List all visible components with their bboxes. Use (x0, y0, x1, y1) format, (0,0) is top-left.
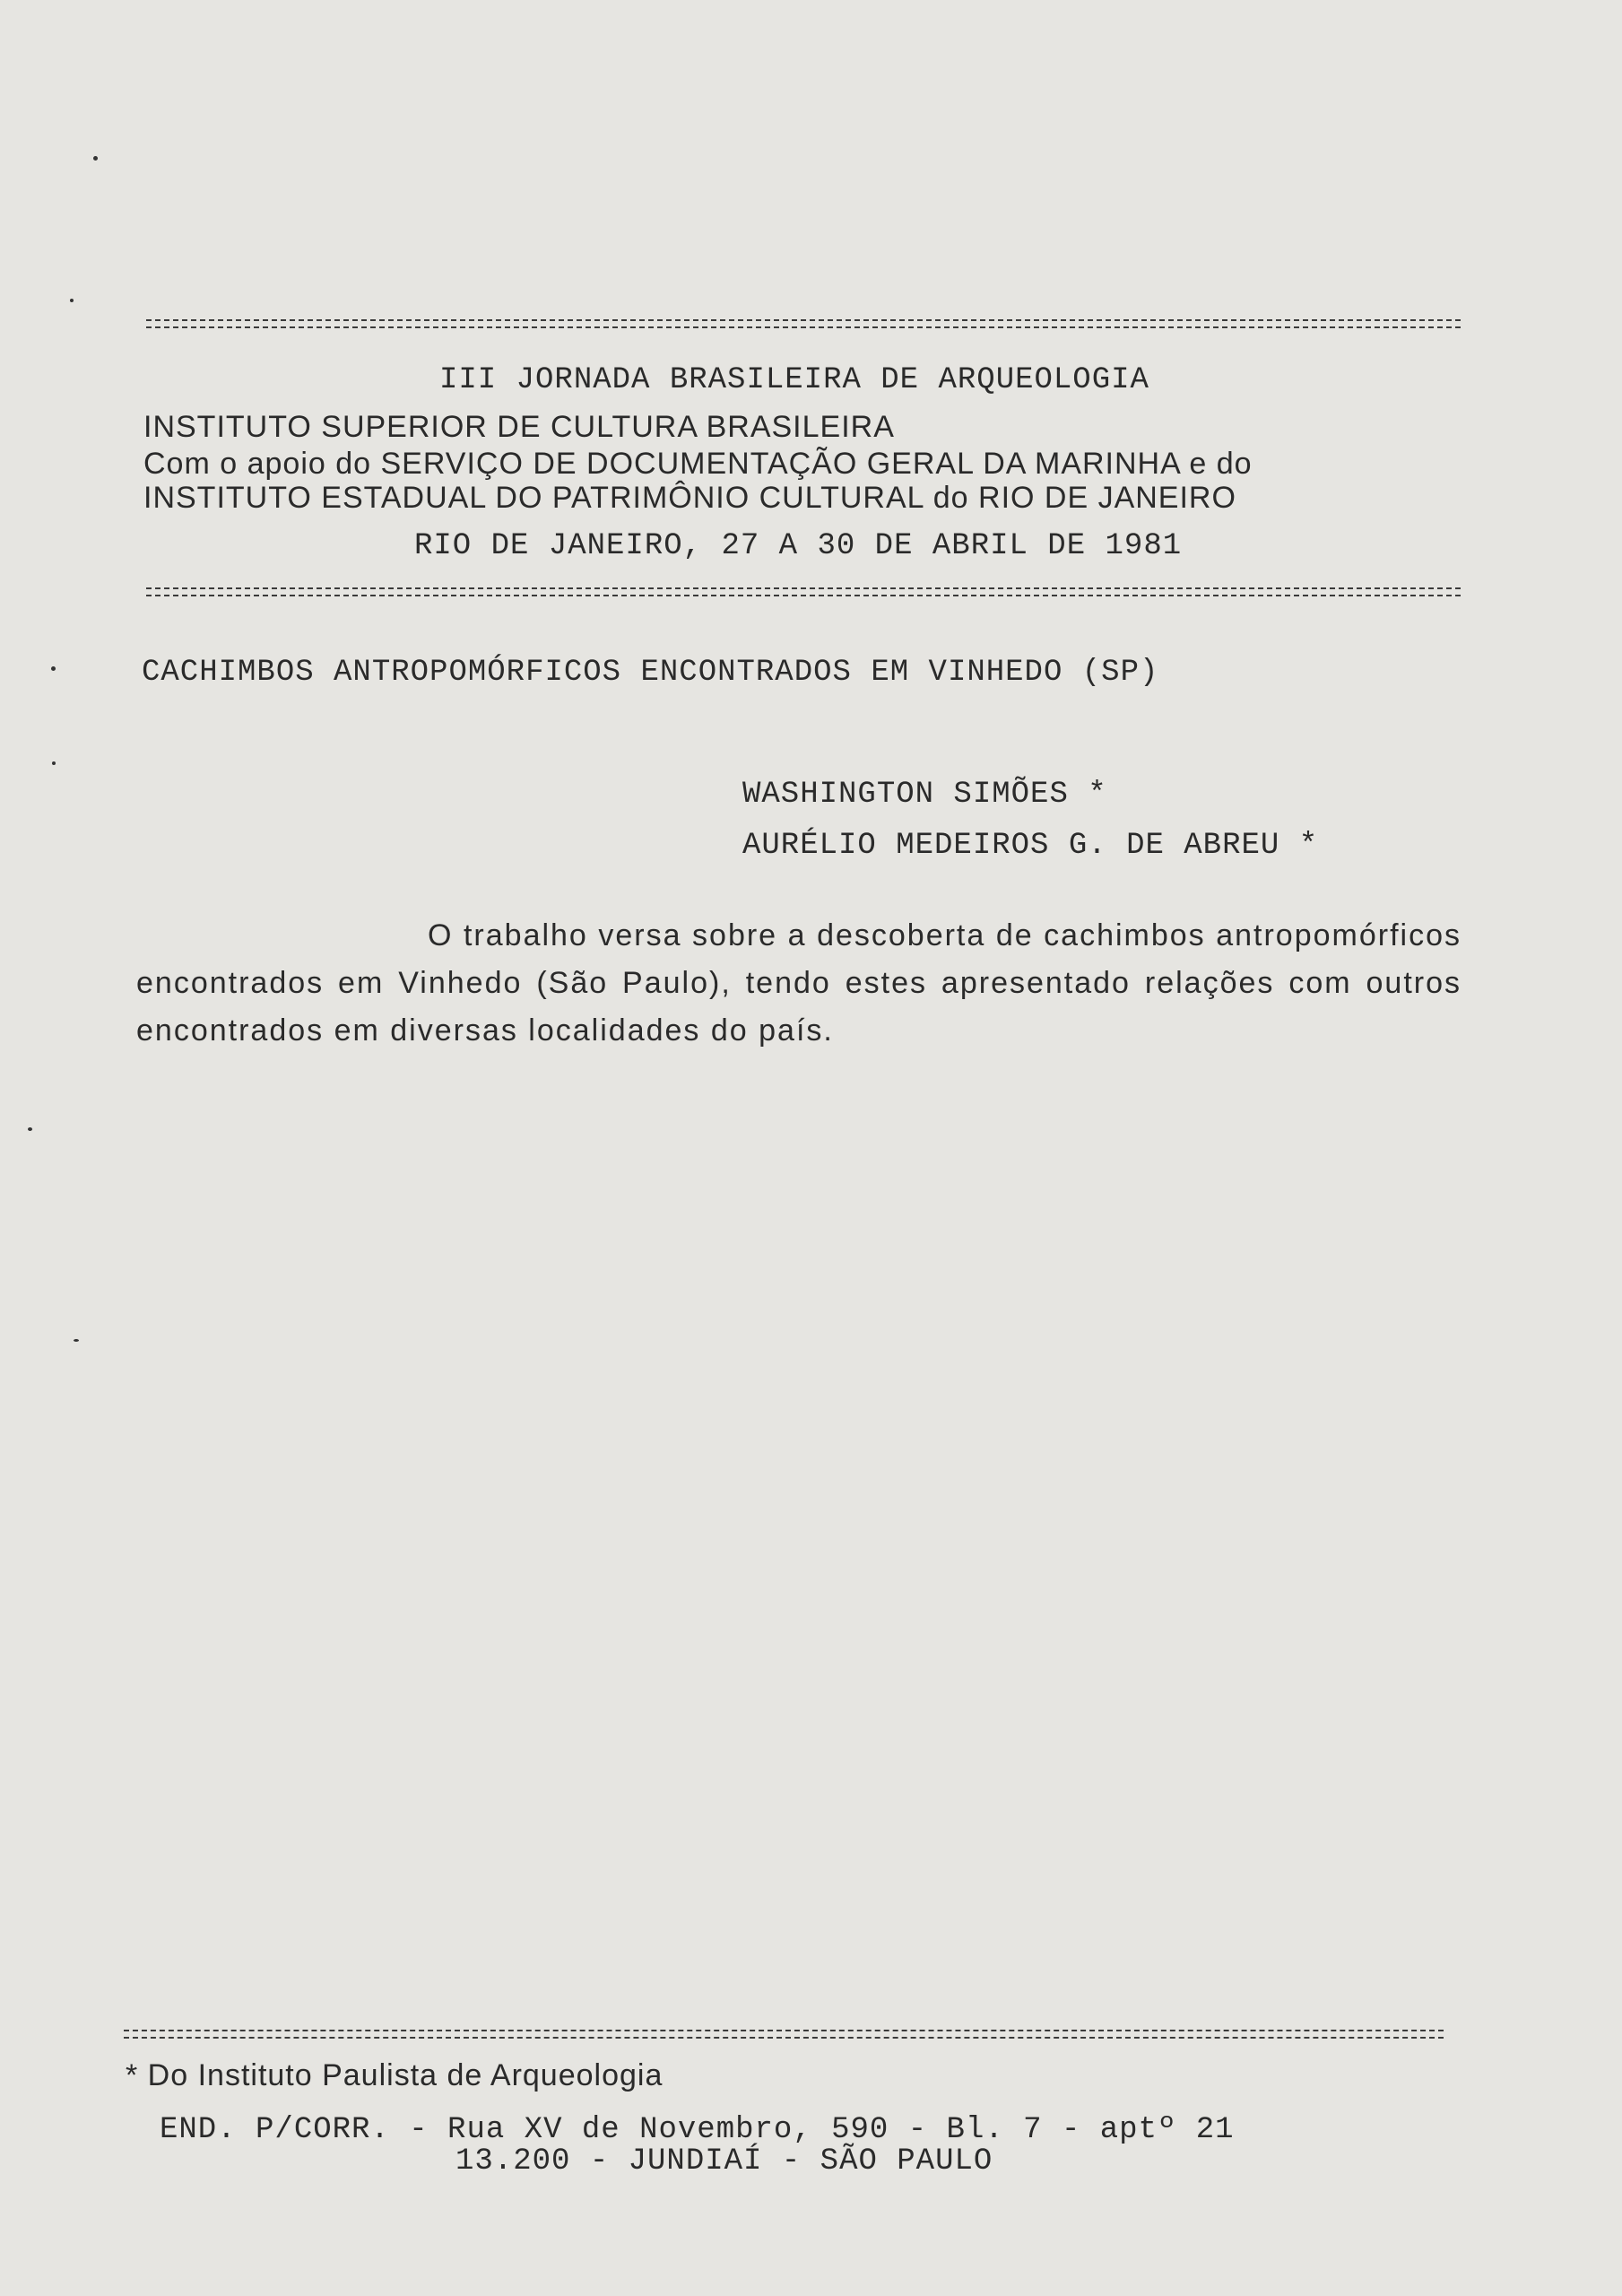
author-2: AURÉLIO MEDEIROS G. DE ABREU * (742, 829, 1319, 863)
scan-speck (74, 1339, 79, 1342)
support-line-1: Com o apoio do SERVIÇO DE DOCUMENTAÇÃO GERAL DA MARINHA e do (143, 447, 1253, 481)
scan-speck (51, 666, 56, 671)
footnote: * Do Instituto Paulista de Arqueologia (126, 2058, 664, 2092)
header-bottom-rule (146, 587, 1461, 596)
footer-rule (124, 2030, 1444, 2039)
author-1: WASHINGTON SIMÕES * (742, 778, 1107, 812)
header-top-rule (146, 319, 1461, 328)
support-line-2: INSTITUTO ESTADUAL DO PATRIMÔNIO CULTURAL do RIO DE JANEIRO (143, 481, 1236, 515)
scan-speck (70, 299, 74, 302)
abstract-paragraph: O trabalho versa sobre a descoberta de cachimbos antropomórficos encontrados em Vinhedo (São Paulo), tendo estes apresentado relações com outros encontrados em diversas localidades do país. (136, 918, 1462, 1048)
place-date: RIO DE JANEIRO, 27 A 30 DE ABRIL DE 1981 (414, 529, 1183, 563)
address-line-2: 13.200 - JUNDIAÍ - SÃO PAULO (455, 2144, 993, 2179)
event-title: III JORNADA BRASILEIRA DE ARQUEOLOGIA (439, 363, 1149, 397)
address-line-1: END. P/CORR. - Rua XV de Novembro, 590 - Bl. 7 - aptº 21 (160, 2113, 1235, 2147)
scan-speck (28, 1127, 32, 1131)
article-title: CACHIMBOS ANTROPOMÓRFICOS ENCONTRADOS EM VINHEDO (SP) (142, 656, 1159, 690)
scan-speck (93, 156, 98, 161)
scan-speck (52, 761, 56, 765)
institute-name: INSTITUTO SUPERIOR DE CULTURA BRASILEIRA (143, 410, 895, 444)
